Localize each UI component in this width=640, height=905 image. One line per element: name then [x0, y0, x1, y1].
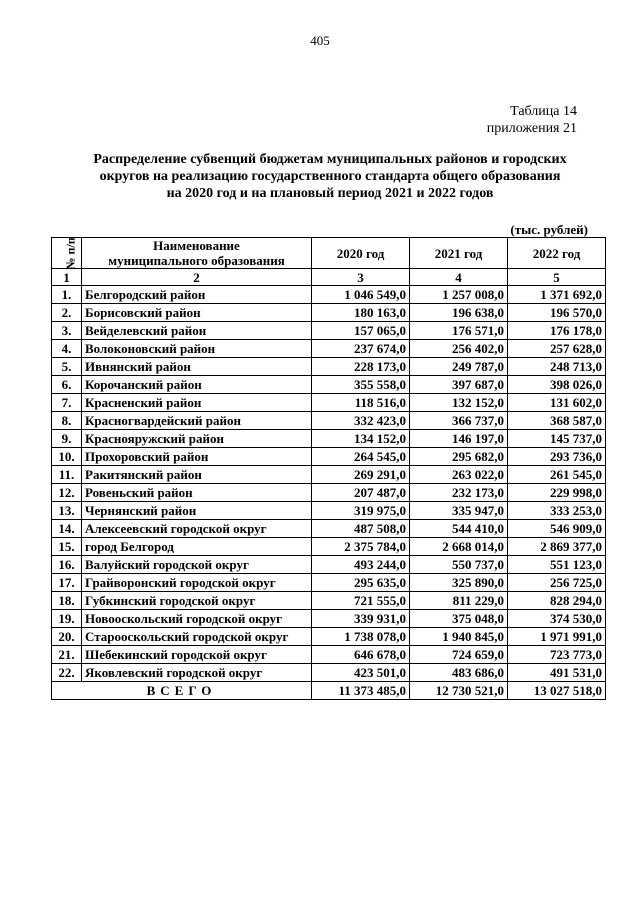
- row-value-2021: 256 402,0: [410, 340, 508, 358]
- row-value-2021: 544 410,0: [410, 520, 508, 538]
- header-num: [52, 238, 82, 269]
- row-value-2022: 723 773,0: [508, 646, 606, 664]
- row-name: Ракитянский район: [82, 466, 312, 484]
- row-value-2022: 374 530,0: [508, 610, 606, 628]
- row-name: город Белгород: [82, 538, 312, 556]
- header-num-text: № п/п: [63, 237, 78, 270]
- row-value-2022: 398 026,0: [508, 376, 606, 394]
- row-value-2021: 483 686,0: [410, 664, 508, 682]
- index-cell: 1: [52, 269, 82, 286]
- row-name: Белгородский район: [82, 286, 312, 304]
- row-value-2022: 261 545,0: [508, 466, 606, 484]
- row-name: Яковлевский городской округ: [82, 664, 312, 682]
- row-number: 14.: [52, 520, 82, 538]
- table-row: [52, 592, 606, 610]
- row-name: Вейделевский район: [82, 322, 312, 340]
- row-name: Прохоровский район: [82, 448, 312, 466]
- table-header-row: [52, 238, 606, 269]
- row-value-2020: 269 291,0: [312, 466, 410, 484]
- row-value-2020: 319 975,0: [312, 502, 410, 520]
- row-value-2022: 491 531,0: [508, 664, 606, 682]
- header-2022: 2022 год: [508, 238, 606, 269]
- row-number: 20.: [52, 628, 82, 646]
- row-value-2021: 146 197,0: [410, 430, 508, 448]
- index-cell: 4: [410, 269, 508, 286]
- row-value-2022: 248 713,0: [508, 358, 606, 376]
- total-value-2022: 13 027 518,0: [508, 682, 606, 700]
- row-name: Шебекинский городской округ: [82, 646, 312, 664]
- row-number: 7.: [52, 394, 82, 412]
- table-row: [52, 466, 606, 484]
- table-row: [52, 610, 606, 628]
- row-number: 11.: [52, 466, 82, 484]
- table-reference: [487, 103, 577, 137]
- row-number: 4.: [52, 340, 82, 358]
- row-value-2022: 1 971 991,0: [508, 628, 606, 646]
- row-name: Волоконовский район: [82, 340, 312, 358]
- row-value-2021: 263 022,0: [410, 466, 508, 484]
- table-row: [52, 340, 606, 358]
- table-row: [52, 574, 606, 592]
- row-number: 12.: [52, 484, 82, 502]
- row-number: 19.: [52, 610, 82, 628]
- row-value-2022: 131 602,0: [508, 394, 606, 412]
- table-row: [52, 520, 606, 538]
- row-name: Чернянский район: [82, 502, 312, 520]
- table-row: [52, 286, 606, 304]
- row-value-2021: 366 737,0: [410, 412, 508, 430]
- row-value-2021: 397 687,0: [410, 376, 508, 394]
- table-row: [52, 430, 606, 448]
- row-value-2022: 1 371 692,0: [508, 286, 606, 304]
- row-value-2022: 176 178,0: [508, 322, 606, 340]
- row-value-2022: 257 628,0: [508, 340, 606, 358]
- row-value-2020: 118 516,0: [312, 394, 410, 412]
- row-value-2022: 551 123,0: [508, 556, 606, 574]
- index-cell: 2: [82, 269, 312, 286]
- table-row: [52, 538, 606, 556]
- row-number: 15.: [52, 538, 82, 556]
- title-line2: округов на реализацию государственного стандарта общего образования: [99, 169, 561, 184]
- row-value-2022: 229 998,0: [508, 484, 606, 502]
- table-row: [52, 322, 606, 340]
- table-row: [52, 484, 606, 502]
- total-value-2021: 12 730 521,0: [410, 682, 508, 700]
- title-line3: на 2020 год и на плановый период 2021 и 2022 годов: [166, 186, 494, 201]
- row-number: 18.: [52, 592, 82, 610]
- document-title: [50, 151, 610, 202]
- total-row: [52, 682, 606, 700]
- table-row: [52, 358, 606, 376]
- row-number: 16.: [52, 556, 82, 574]
- table-row: [52, 502, 606, 520]
- row-name: Ивнянский район: [82, 358, 312, 376]
- row-number: 8.: [52, 412, 82, 430]
- row-value-2021: 295 682,0: [410, 448, 508, 466]
- row-value-2020: 493 244,0: [312, 556, 410, 574]
- row-name: Борисовский район: [82, 304, 312, 322]
- row-value-2020: 646 678,0: [312, 646, 410, 664]
- row-value-2022: 368 587,0: [508, 412, 606, 430]
- row-value-2022: 196 570,0: [508, 304, 606, 322]
- row-value-2020: 2 375 784,0: [312, 538, 410, 556]
- row-name: Красненский район: [82, 394, 312, 412]
- row-name: Краснояружский район: [82, 430, 312, 448]
- row-number: 10.: [52, 448, 82, 466]
- row-value-2021: 325 890,0: [410, 574, 508, 592]
- row-name: Алексеевский городской округ: [82, 520, 312, 538]
- row-value-2020: 487 508,0: [312, 520, 410, 538]
- row-value-2022: 293 736,0: [508, 448, 606, 466]
- row-value-2020: 207 487,0: [312, 484, 410, 502]
- row-value-2020: 157 065,0: [312, 322, 410, 340]
- row-name: Грайворонский городской округ: [82, 574, 312, 592]
- header-name: [82, 238, 312, 269]
- row-value-2021: 335 947,0: [410, 502, 508, 520]
- table-ref-line2: приложения 21: [486, 121, 577, 136]
- row-value-2022: 145 737,0: [508, 430, 606, 448]
- header-name-line2: муниципального образования: [108, 253, 285, 268]
- index-row: [52, 269, 606, 286]
- row-value-2020: 264 545,0: [312, 448, 410, 466]
- row-name: Корочанский район: [82, 376, 312, 394]
- table-row: [52, 628, 606, 646]
- row-value-2020: 228 173,0: [312, 358, 410, 376]
- row-number: 6.: [52, 376, 82, 394]
- row-value-2020: 355 558,0: [312, 376, 410, 394]
- row-name: Ровеньский район: [82, 484, 312, 502]
- row-value-2020: 1 046 549,0: [312, 286, 410, 304]
- table-row: [52, 556, 606, 574]
- row-value-2020: 1 738 078,0: [312, 628, 410, 646]
- row-value-2022: 828 294,0: [508, 592, 606, 610]
- header-2021: 2021 год: [410, 238, 508, 269]
- table-ref-line1: Таблица 14: [510, 104, 577, 119]
- row-value-2021: 1 940 845,0: [410, 628, 508, 646]
- row-number: 22.: [52, 664, 82, 682]
- units-label: (тыс. рублей): [510, 222, 588, 237]
- row-value-2022: 333 253,0: [508, 502, 606, 520]
- row-value-2021: 375 048,0: [410, 610, 508, 628]
- row-value-2021: 232 173,0: [410, 484, 508, 502]
- index-cell: 5: [508, 269, 606, 286]
- row-value-2021: 2 668 014,0: [410, 538, 508, 556]
- row-value-2021: 249 787,0: [410, 358, 508, 376]
- row-value-2021: 176 571,0: [410, 322, 508, 340]
- row-number: 21.: [52, 646, 82, 664]
- row-value-2020: 332 423,0: [312, 412, 410, 430]
- total-value-2020: 11 373 485,0: [312, 682, 410, 700]
- row-value-2022: 546 909,0: [508, 520, 606, 538]
- row-name: Валуйский городской округ: [82, 556, 312, 574]
- row-value-2021: 196 638,0: [410, 304, 508, 322]
- row-number: 5.: [52, 358, 82, 376]
- row-name: Новооскольский городской округ: [82, 610, 312, 628]
- row-value-2020: 339 931,0: [312, 610, 410, 628]
- row-number: 13.: [52, 502, 82, 520]
- row-value-2020: 295 635,0: [312, 574, 410, 592]
- row-name: Губкинский городской округ: [82, 592, 312, 610]
- table-row: [52, 664, 606, 682]
- row-value-2021: 132 152,0: [410, 394, 508, 412]
- row-number: 17.: [52, 574, 82, 592]
- row-number: 2.: [52, 304, 82, 322]
- table-row: [52, 448, 606, 466]
- row-value-2020: 721 555,0: [312, 592, 410, 610]
- row-value-2020: 134 152,0: [312, 430, 410, 448]
- row-value-2021: 1 257 008,0: [410, 286, 508, 304]
- index-cell: 3: [312, 269, 410, 286]
- row-value-2022: 256 725,0: [508, 574, 606, 592]
- row-value-2021: 724 659,0: [410, 646, 508, 664]
- table-row: [52, 304, 606, 322]
- title-line1: Распределение субвенций бюджетам муниципальных районов и городских: [93, 152, 567, 167]
- row-number: 1.: [52, 286, 82, 304]
- row-value-2021: 811 229,0: [410, 592, 508, 610]
- row-value-2020: 180 163,0: [312, 304, 410, 322]
- row-value-2022: 2 869 377,0: [508, 538, 606, 556]
- header-name-line1: Наименование: [153, 238, 240, 253]
- table-row: [52, 376, 606, 394]
- header-2020: 2020 год: [312, 238, 410, 269]
- page-number: 405: [310, 33, 330, 48]
- total-label: ВСЕГО: [52, 682, 312, 700]
- table-row: [52, 646, 606, 664]
- row-number: 9.: [52, 430, 82, 448]
- row-value-2020: 423 501,0: [312, 664, 410, 682]
- table-row: [52, 394, 606, 412]
- row-name: Старооскольский городской округ: [82, 628, 312, 646]
- subsidy-table: [51, 237, 606, 700]
- row-value-2021: 550 737,0: [410, 556, 508, 574]
- row-value-2020: 237 674,0: [312, 340, 410, 358]
- table-row: [52, 412, 606, 430]
- row-number: 3.: [52, 322, 82, 340]
- row-name: Красногвардейский район: [82, 412, 312, 430]
